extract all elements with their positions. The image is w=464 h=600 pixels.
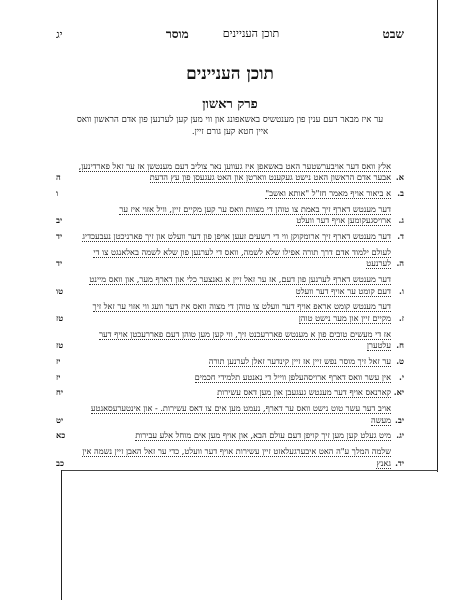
toc-entry-dotted-leader: דער מענטש קומט אראפ אויף דער וועלט צו טוהן די מצוה וואס איז דער וועג ווי אזוי ער זאל זיך מקיים זיין און מער נישט טוהן [92,301,391,323]
toc-entry-text [74,372,391,383]
chapter-heading: פרק ראשון [202,97,258,112]
toc-entry [56,274,404,297]
toc-entry-page: יד [56,258,63,269]
header-center: תוכן העניינים [222,26,280,40]
toc-entry-dotted-leader: לעולם ילמוד אדם דרך תורה אפילו שלא לשמה, וואס די לערנען פון שלא לשמה באלאנגט צו די לערנעט [93,247,391,269]
toc-entry-text [74,188,391,199]
toc-entry-dotted-leader: דער מענטש דארף זיך באמת צו טוהן די מצוות וואס ער קען מקיים זיין, וויל אזוי איז ער ארויסגעקומען אויף דער וועלט [119,204,391,226]
toc-entry-number: ח. [396,340,404,351]
header-left-label: מוסר [165,26,189,41]
toc-entry [56,329,404,352]
page-title: תוכן העניינים [186,64,274,84]
toc-entry [56,446,404,469]
toc-entry-dotted-leader: אויב דער עשר טוט נישט וואס ער דארף, נעמט מען אים צו דאס עשירות. - און אינטערעסאנטע מעשה [90,403,391,425]
toc-entry-dotted-leader: מיט געלט קען מען זיך קויפן דעם עולם הבא, און אויף מען אים מוחל אלע עבירות [135,430,391,441]
toc-entry-number: יג. [396,430,404,441]
toc-entry-page: יב [56,215,63,226]
toc-entry-page: יז [56,355,61,366]
toc-entry-text [74,247,391,270]
toc-entry-text [74,161,391,184]
toc-entry [56,301,404,324]
toc-entry [56,247,404,270]
toc-entry-number: י. [399,371,404,382]
toc-entry-dotted-leader: אז די מעשים טובים פון א מענטש פאררעכנט זיך, ווי קען מען טוהן דעם פאררעכטן אויף דער עלטערן [99,328,391,351]
toc-entry [56,161,404,184]
toc-entry-page: כב [56,457,64,468]
toc-entry-number: ב. [397,188,404,199]
toc-entry-page: יט [56,414,64,425]
toc-entry-dotted-leader: שלמה המלך ע"ה האט איבערגעלאזט זיין עשירות אויף דער וועלט, כדי ער זאל האבן זיין נשמה אין גאנץ [82,446,391,468]
toc-entry-number: יד. [395,457,404,468]
toc-entry-dotted-leader: אלץ וואס דער אויבערשטער האט באשאפן איז געווען נאר צוליב דעם מענטשן אז ער זאל פארדינען, אבער אדם הראשון האט נישט געקענט ווארטן און האט געגעסן פון עץ הדעת [78,161,391,183]
toc-entry-page: טו [56,285,64,296]
scan-margin-line [61,470,62,600]
toc-entry-text [74,356,391,367]
toc-entry [56,430,404,441]
toc-entry-text [74,387,391,398]
toc-entry-text [74,274,391,297]
toc-entry-number: ט. [396,355,404,366]
toc-entry-page: יד [56,231,63,242]
toc-entry [56,356,404,367]
toc-entry-number: א. [395,172,404,183]
toc-entry-page: ו [56,188,59,199]
toc-entry [56,387,404,398]
toc-entry [56,403,404,426]
toc-entry-text [74,446,391,469]
toc-entry-number: ד. [397,231,404,242]
toc-entry-dotted-leader: קארנאס אויף דער מענטש געגעבן און מען דאס עשירות [217,387,391,398]
toc-list [56,161,404,473]
toc-entry [56,372,404,383]
toc-entry-dotted-leader: דער מענטש דארף לערנען פון דעם, אז ער זאל זיין א גאנצער כלי און דארף מער, און וואס מיינט דעם קומט ער אויף דער וועלט [89,274,391,296]
toc-entry [56,188,404,199]
toc-entry-page: יח [56,387,63,398]
toc-entry-dotted-leader: ער זאל זיך מוסר נפש זיין אז זיין קינדער זאלן לערנען תורה [208,355,391,366]
toc-entry-page: יז [56,371,61,382]
header-page-letter: יג [56,27,63,41]
toc-entry-dotted-leader: א ביאור אויף מאמר חז"ל "אותא ואשב" [265,188,391,199]
toc-entry-number: יא. [393,387,404,398]
document-page [56,26,404,478]
toc-entry-number: ג. [398,215,404,226]
toc-entry-text [74,231,391,242]
toc-entry-text [74,301,391,324]
toc-entry-dotted-leader: דער מענטש דארף זיך ארומקוקן ווי די רשעים זעען אויפן פון דער וועלט און זיך פארניכטן נעבעכדיג [82,231,391,242]
page-edge-line [437,0,438,472]
toc-entry-page: ה [56,172,61,183]
header-right: שבט [382,26,404,41]
toc-entry-dotted-leader: אין עשר וואס דארף ארויסהעלפן ווייל די נאנטע תלמידי חכמים [194,371,391,382]
toc-entry-text [74,329,391,352]
toc-entry-text [74,403,391,426]
toc-entry-text [74,204,391,227]
chapter-intro: ער איז מבאר דעם ענין פון מענטשיס באשאפונג און ווי מען קען לערנען פון אדם הראשון וואס איין חטא קען גורם זיין. [76,115,384,137]
running-header [56,26,404,42]
toc-entry-number: ז. [398,312,404,323]
toc-entry [56,231,404,242]
header-middle [166,27,279,42]
toc-entry-page: טז [56,340,64,351]
toc-entry-number: ה. [396,258,404,269]
toc-entry-page: טז [56,312,64,323]
toc-entry-text [74,430,391,441]
toc-entry [56,204,404,227]
toc-entry-number: ו. [399,285,404,296]
toc-entry-page: כא [56,430,66,441]
toc-entry-number: יב. [395,414,404,425]
